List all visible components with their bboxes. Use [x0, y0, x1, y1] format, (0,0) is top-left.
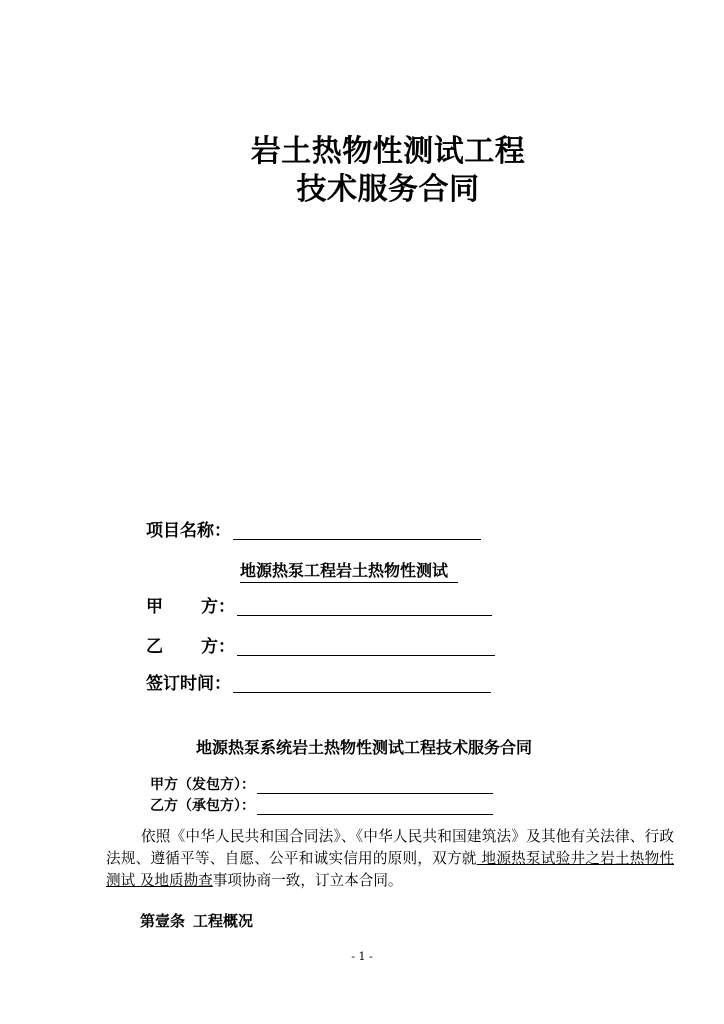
party-a-label-char-2: 方：	[201, 597, 235, 617]
party-a-label-char-1: 甲	[146, 597, 163, 617]
contract-subtitle: 地源热泵系统岩土热物性测试工程技术服务合同	[196, 738, 533, 757]
project-name-field	[146, 520, 481, 542]
contract-party-a	[150, 776, 493, 795]
article-1-heading	[140, 910, 253, 932]
preamble-text-2: 事项协商一致，订立本合同。	[212, 872, 403, 889]
sign-date-label: 签订时间：	[146, 674, 231, 694]
party-b-label	[146, 636, 235, 658]
contract-party-b	[150, 797, 493, 816]
preamble-text-1: 依照《中华人民共和国合同法》、《中华人民共和国建筑法》及其他有关法律、行政法规、遵循平等、自愿、公平和诚实信用的原则，双方就	[106, 828, 674, 867]
document-title-line-1: 岩土热物性测试工程	[250, 134, 526, 169]
sign-date-blank	[233, 674, 491, 693]
project-name-blank	[233, 521, 481, 540]
project-name-label: 项目名称：	[146, 521, 231, 541]
contract-preamble-paragraph	[106, 826, 674, 892]
document-title-line-2: 技术服务合同	[296, 172, 480, 207]
party-a-blank	[237, 597, 492, 616]
contract-party-a-blank	[257, 778, 493, 794]
project-name-value: 地源热泵工程岩土热物性测试	[240, 560, 458, 583]
page-number: - 1 -	[351, 950, 373, 963]
party-b-label-char-2: 方：	[201, 637, 235, 657]
article-1-number: 第壹条	[140, 912, 186, 930]
contract-party-a-label: 甲方（发包方）：	[150, 777, 255, 793]
contract-party-b-blank	[257, 799, 493, 815]
party-a-field	[146, 596, 492, 618]
party-b-label-char-1: 乙	[146, 637, 163, 657]
party-a-label	[146, 596, 235, 618]
party-b-blank	[237, 637, 495, 656]
sign-date-field	[146, 673, 491, 695]
article-1-title: 工程概况	[193, 912, 254, 930]
party-b-field	[146, 636, 495, 658]
preamble-underlined-subject: 地源热泵试验井之岩土热物性测试 及地质勘查	[106, 850, 674, 889]
contract-party-b-label: 乙方（承包方）：	[150, 798, 255, 814]
